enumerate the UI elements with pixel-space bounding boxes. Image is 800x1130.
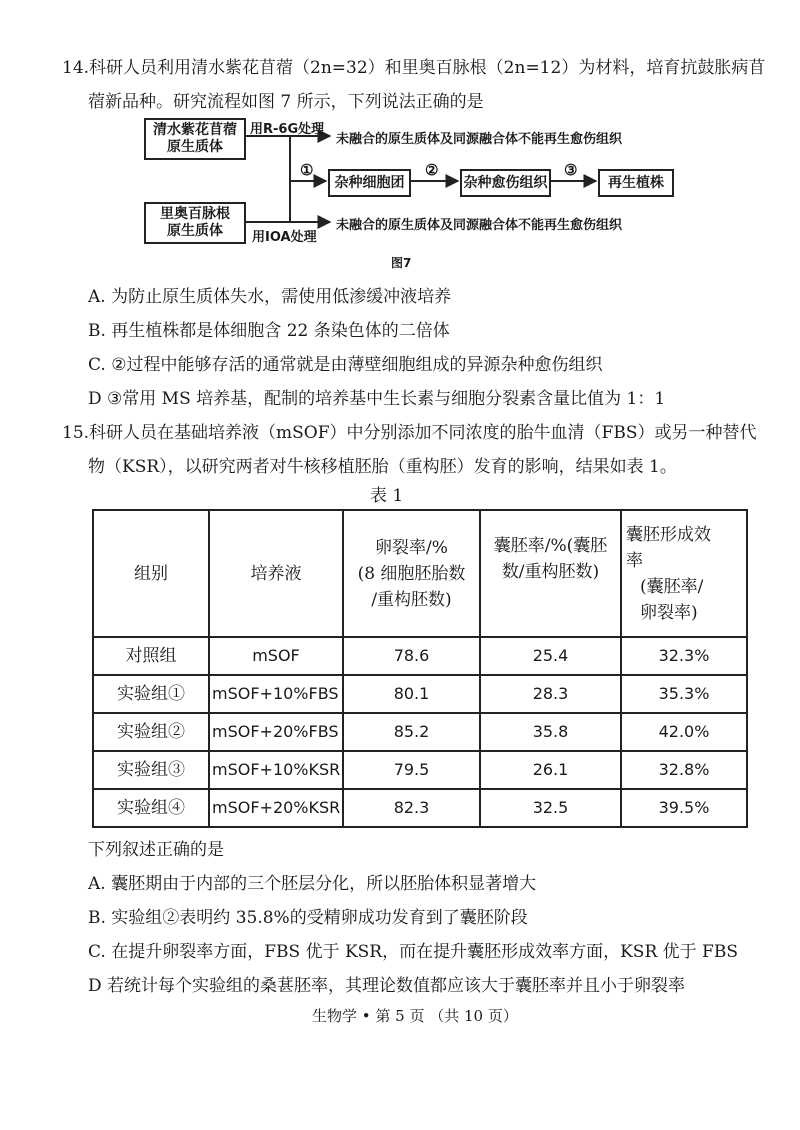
node-regenerated-plant: 再生植株 xyxy=(598,169,674,197)
header-blastocyst xyxy=(480,510,621,637)
row-cleavage: 85.2 xyxy=(343,713,480,751)
header-eff-4: 卵裂率) xyxy=(640,602,698,623)
q15-stem-line1: 15.科研人员在基础培养液（mSOF）中分别添加不同浓度的胎牛血清（FBS）或另一种替代 xyxy=(62,423,757,443)
row-efficiency: 32.3% xyxy=(621,637,747,675)
row-efficiency: 35.3% xyxy=(621,675,747,713)
row-blastocyst: 26.1 xyxy=(480,751,621,789)
header-group: 组别 xyxy=(93,510,209,637)
table-row xyxy=(93,637,747,675)
q14-option-d: D ③常用 MS 培养基，配制的培养基中生长素与细胞分裂素含量比值为 1：1 xyxy=(88,389,666,409)
header-blast-1: 囊胚率/%(囊胚 xyxy=(493,535,608,556)
header-medium: 培养液 xyxy=(209,510,343,637)
table-header-row xyxy=(93,510,747,637)
table-row xyxy=(93,675,747,713)
row-blastocyst: 32.5 xyxy=(480,789,621,827)
row-medium: mSOF xyxy=(209,637,343,675)
q14-option-b: B. 再生植株都是体细胞含 22 条染色体的二倍体 xyxy=(88,321,450,341)
unfused-note-bottom: 未融合的原生质体及同源融合体不能再生愈伤组织 xyxy=(336,218,623,233)
box-a-line1: 清水紫花苜蓿 xyxy=(153,122,237,138)
q15-stem-line2: 物（KSR），以研究两者对牛核移植胚胎（重构胚）发育的影响，结果如表 1。 xyxy=(88,457,677,477)
results-table xyxy=(92,509,748,828)
row-cleavage: 79.5 xyxy=(343,751,480,789)
table-row xyxy=(93,789,747,827)
table-row xyxy=(93,713,747,751)
table-row xyxy=(93,751,747,789)
row-blastocyst: 25.4 xyxy=(480,637,621,675)
unfused-note-top: 未融合的原生质体及同源融合体不能再生愈伤组织 xyxy=(336,132,623,147)
row-efficiency: 42.0% xyxy=(621,713,747,751)
header-efficiency xyxy=(621,510,747,637)
header-cleavage-3: /重构胚数) xyxy=(371,589,452,610)
header-blast-2: 数/重构胚数) xyxy=(501,561,600,582)
row-medium: mSOF+20%KSR xyxy=(209,789,343,827)
row-group: 对照组 xyxy=(93,637,209,675)
q15-option-c: C. 在提升卵裂率方面，FBS 优于 KSR，而在提升囊胚形成效率方面，KSR 优于 FBS xyxy=(88,942,738,962)
row-efficiency: 39.5% xyxy=(621,789,747,827)
row-group: 实验组② xyxy=(93,713,209,751)
node-hybrid-cell-cluster: 杂种细胞团 xyxy=(328,169,411,197)
box-alfalfa-protoplast xyxy=(144,118,246,160)
box-lotus-protoplast xyxy=(144,202,246,244)
step-3-marker: ③ xyxy=(564,161,578,179)
header-cleavage xyxy=(343,510,480,637)
q14-stem-line2: 蓿新品种。研究流程如图 7 所示，下列说法正确的是 xyxy=(88,92,484,112)
header-eff-2: 率 xyxy=(626,550,643,571)
box-b-line1: 里奥百脉根 xyxy=(160,206,230,222)
page-footer: 生物学 • 第 5 页 （共 10 页） xyxy=(312,1007,518,1025)
row-efficiency: 32.8% xyxy=(621,751,747,789)
q15-option-b: B. 实验组②表明约 35.8%的受精卵成功发育到了囊胚阶段 xyxy=(88,908,528,928)
node-hybrid-callus: 杂种愈伤组织 xyxy=(460,169,551,197)
row-group: 实验组③ xyxy=(93,751,209,789)
figure-caption: 图7 xyxy=(391,256,412,270)
box-b-line2: 原生质体 xyxy=(167,223,223,239)
row-blastocyst: 35.8 xyxy=(480,713,621,751)
q15-option-d: D 若统计每个实验组的桑葚胚率，其理论数值都应该大于囊胚率并且小于卵裂率 xyxy=(88,976,686,996)
row-group: 实验组① xyxy=(93,675,209,713)
row-medium: mSOF+20%FBS xyxy=(209,713,343,751)
step-1-marker: ① xyxy=(300,161,314,179)
table-title: 表 1 xyxy=(370,486,404,506)
row-cleavage: 82.3 xyxy=(343,789,480,827)
header-eff-3: (囊胚率/ xyxy=(640,576,704,597)
row-medium: mSOF+10%KSR xyxy=(209,751,343,789)
q15-option-a: A. 囊胚期由于内部的三个胚层分化，所以胚胎体积显著增大 xyxy=(88,874,537,894)
row-medium: mSOF+10%FBS xyxy=(209,675,343,713)
box-a-line2: 原生质体 xyxy=(167,139,223,155)
step-2-marker: ② xyxy=(425,161,439,179)
treatment-r6g: 用R-6G处理 xyxy=(250,122,325,137)
header-eff-1: 囊胚形成效 xyxy=(626,524,711,545)
q14-stem-line1: 14.科研人员利用清水紫花苜蓿（2n=32）和里奥百脉根（2n=12）为材料，培育抗鼓胀病苜 xyxy=(62,58,766,78)
header-cleavage-2: (8 细胞胚胎数 xyxy=(357,563,466,584)
treatment-ioa: 用IOA处理 xyxy=(252,230,317,245)
q15-prompt: 下列叙述正确的是 xyxy=(88,840,224,860)
q14-option-a: A. 为防止原生质体失水，需使用低渗缓冲液培养 xyxy=(88,287,452,307)
row-group: 实验组④ xyxy=(93,789,209,827)
row-cleavage: 80.1 xyxy=(343,675,480,713)
row-blastocyst: 28.3 xyxy=(480,675,621,713)
header-cleavage-1: 卵裂率/% xyxy=(375,537,448,558)
row-cleavage: 78.6 xyxy=(343,637,480,675)
q14-option-c: C. ②过程中能够存活的通常就是由薄壁细胞组成的异源杂种愈伤组织 xyxy=(88,355,603,375)
